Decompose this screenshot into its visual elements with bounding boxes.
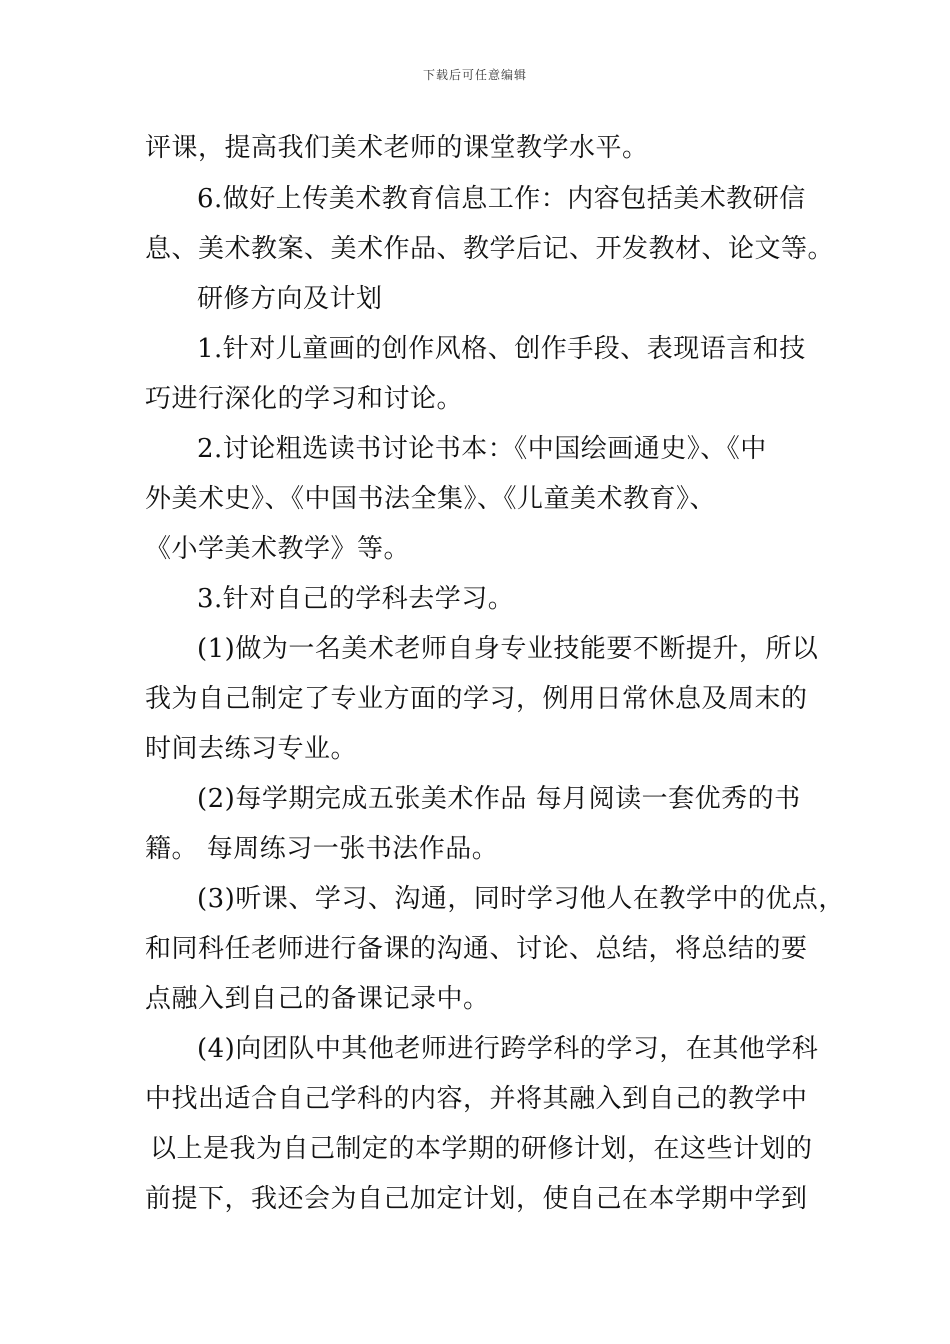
body-line: 以上是我为自己制定的本学期的研修计划，在这些计划的 <box>150 1134 813 1164</box>
body-line: 3.针对自己的学科去学习。 <box>197 584 515 614</box>
body-line: (1)做为一名美术老师自身专业技能要不断提升，所以 <box>197 634 819 664</box>
body-line: 点融入到自己的备课记录中。 <box>145 984 490 1014</box>
body-line: 巧进行深化的学习和讨论。 <box>145 384 464 414</box>
body-line: 籍。 每周练习一张书法作品。 <box>145 834 499 864</box>
body-line: 1.针对儿童画的创作风格、创作手段、表现语言和技 <box>197 334 806 364</box>
body-line: 《小学美术教学》等。 <box>145 534 411 564</box>
body-line: 中找出适合自己学科的内容，并将其融入到自己的教学中 <box>145 1084 808 1114</box>
body-line: 评课，提高我们美术老师的课堂教学水平。 <box>145 133 649 163</box>
body-line: 我为自己制定了专业方面的学习，例用日常休息及周末的 <box>145 684 808 714</box>
body-line: 前提下，我还会为自己加定计划，使自己在本学期中学到 <box>145 1184 808 1214</box>
body-line: 6.做好上传美术教育信息工作：内容包括美术教研信 <box>197 184 806 214</box>
body-line: 2.讨论粗选读书讨论书本：《中国绘画通史》、《中 <box>197 434 767 464</box>
section-heading: 研修方向及计划 <box>197 284 383 314</box>
body-line: (2)每学期完成五张美术作品 每月阅读一套优秀的书 <box>197 784 801 814</box>
body-line: 时间去练习专业。 <box>145 734 358 764</box>
body-line: (4)向团队中其他老师进行跨学科的学习，在其他学科 <box>197 1034 819 1064</box>
body-line: 息、美术教案、美术作品、教学后记、开发教材、论文等。 <box>145 234 835 264</box>
body-line: 和同科任老师进行备课的沟通、讨论、总结，将总结的要 <box>145 934 808 964</box>
body-line: 外美术史》、《中国书法全集》、《儿童美术教育》、 <box>145 484 717 514</box>
body-line: (3)听课、学习、沟通，同时学习他人在教学中的优点， <box>197 884 845 914</box>
header-note: 下载后可任意编辑 <box>422 68 527 82</box>
